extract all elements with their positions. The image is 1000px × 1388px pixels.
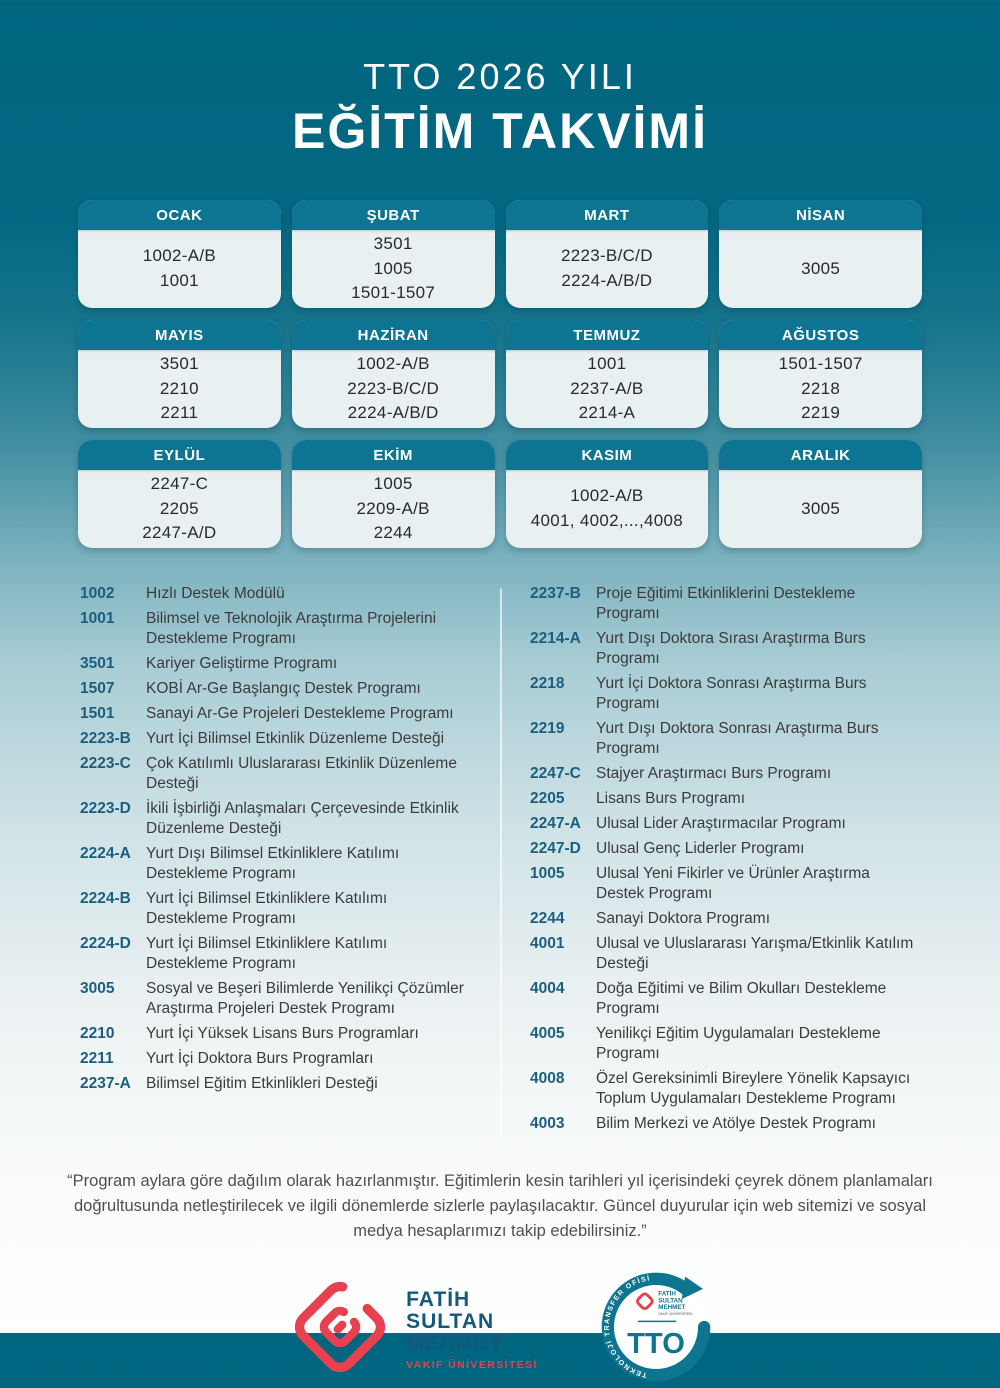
legend-item	[80, 1049, 466, 1069]
program-legend	[80, 584, 920, 1139]
legend-code: 2237-A	[80, 1075, 131, 1092]
legend-code: 2223-D	[80, 800, 131, 817]
program-code: 2219	[801, 403, 841, 423]
legend-label: KOBİ Ar-Ge Başlangıç Destek Programı	[146, 680, 421, 697]
legend-label: Sanayi Ar-Ge Projeleri Destekleme Programı	[146, 705, 454, 722]
tto-mini-university-line: SULTAN	[658, 1297, 683, 1305]
month-header: ARALIK	[719, 440, 922, 470]
legend-code: 1501	[80, 705, 115, 722]
legend-item	[530, 909, 920, 929]
program-code: 1501-1507	[351, 283, 436, 303]
month-header: HAZİRAN	[292, 320, 495, 350]
legend-label: Hızlı Destek Modülü	[146, 585, 285, 602]
legend-code: 2223-B	[80, 730, 131, 747]
month-header: ŞUBAT	[292, 200, 495, 230]
legend-column-right	[500, 584, 920, 1139]
legend-label: Ulusal Yeni Fikirler ve Ürünler Araştırma Destek Programı	[596, 865, 870, 902]
program-code: 2205	[159, 498, 199, 518]
program-code: 1001	[587, 354, 627, 374]
legend-code: 3005	[80, 980, 115, 997]
month-codes	[719, 470, 922, 548]
month-card-ekim	[292, 440, 495, 548]
legend-label: Yurt Dışı Bilimsel Etkinliklere Katılımı Destekleme Programı	[146, 845, 400, 882]
month-codes	[719, 350, 922, 428]
legend-item	[530, 719, 920, 759]
legend-item	[530, 584, 920, 624]
month-header: EKİM	[292, 440, 495, 470]
program-code: 2223-B/C/D	[347, 378, 440, 398]
fsm-logo-text	[406, 1289, 538, 1371]
legend-label: Yurt Dışı Doktora Sırası Araştırma Burs Programı	[596, 630, 866, 667]
tto-label: TTO	[627, 1328, 685, 1361]
legend-code: 2247-A	[530, 815, 581, 832]
legend-item	[80, 584, 466, 604]
month-codes	[506, 470, 709, 548]
legend-label: Ulusal Lider Araştırmacılar Programı	[596, 815, 846, 832]
legend-label: Yurt İçi Bilimsel Etkinliklere Katılımı Destekleme Programı	[146, 935, 388, 972]
program-code: 1002-A/B	[570, 486, 644, 506]
page-title	[0, 0, 1000, 160]
legend-item	[80, 1024, 466, 1044]
program-code: 2223-B/C/D	[560, 246, 653, 266]
month-card-mart	[506, 200, 709, 308]
legend-code: 1005	[530, 865, 565, 882]
legend-item	[530, 1024, 920, 1064]
month-card-nisan	[719, 200, 922, 308]
legend-code: 2224-A	[80, 845, 131, 862]
legend-code: 1002	[80, 585, 115, 602]
legend-label: Bilimsel ve Teknolojik Araştırma Projelerini Destekleme Programı	[146, 610, 437, 647]
legend-label: Sanayi Doktora Programı	[596, 910, 771, 927]
legend-item	[80, 1074, 466, 1094]
legend-label: Doğa Eğitimi ve Bilim Okulları Destekleme Programı	[596, 980, 887, 1017]
program-code: 2214-A	[578, 403, 636, 423]
tto-arc-text: TEKNOLOJİ TRANSFER OFİSİ	[603, 1275, 651, 1379]
month-header: OCAK	[78, 200, 281, 230]
legend-item	[80, 889, 466, 929]
logos-row	[0, 1271, 1000, 1388]
legend-label: Stajyer Araştırmacı Burs Programı	[596, 765, 832, 782]
legend-code: 4001	[530, 935, 565, 952]
legend-label: Sosyal ve Beşeri Bilimlerde Yenilikçi Çözümler Araştırma Projeleri Destek Programı	[146, 980, 464, 1017]
legend-label: Özel Gereksinimli Bireylere Yönelik Kapsayıcı Toplum Uygulamaları Destekleme Programı	[596, 1070, 911, 1107]
legend-code: 1507	[80, 680, 115, 697]
legend-item	[80, 979, 466, 1019]
legend-code: 2205	[530, 790, 565, 807]
program-code: 2224-A/B/D	[347, 403, 439, 423]
month-card-aralik	[719, 440, 922, 548]
month-codes	[78, 230, 281, 308]
legend-item	[530, 789, 920, 809]
fsm-logo-line: MEHMET	[406, 1331, 504, 1355]
legend-code: 2211	[80, 1050, 114, 1067]
program-code: 2211	[160, 403, 199, 423]
fsm-diamond-icon	[288, 1275, 392, 1384]
month-card-agustos	[719, 320, 922, 428]
program-code: 3005	[801, 258, 841, 278]
legend-label: Yenilikçi Eğitim Uygulamaları Destekleme Programı	[596, 1025, 881, 1062]
legend-label: Yurt İçi Doktora Burs Programları	[146, 1050, 374, 1067]
legend-item	[530, 814, 920, 834]
month-card-haziran	[292, 320, 495, 428]
program-code: 2224-A/B/D	[561, 271, 653, 290]
legend-item	[80, 654, 466, 674]
legend-code: 1001	[80, 610, 115, 627]
legend-label: Yurt İçi Bilimsel Etkinlik Düzenleme Desteği	[146, 730, 445, 747]
legend-code: 2218	[530, 675, 565, 692]
program-code: 1002-A/B	[356, 354, 430, 374]
month-codes	[78, 350, 281, 428]
legend-label: Yurt İçi Yüksek Lisans Burs Programları	[146, 1025, 419, 1042]
month-codes	[292, 230, 495, 308]
legend-label: Proje Eğitimi Etkinliklerini Destekleme Programı	[596, 585, 856, 622]
legend-code: 3501	[80, 655, 115, 672]
legend-code: 2210	[80, 1025, 115, 1042]
tto-mini-university-line: FATİH	[658, 1290, 676, 1298]
month-header: MART	[506, 200, 709, 230]
legend-item	[80, 679, 466, 699]
legend-column-divider	[500, 588, 502, 1135]
program-code: 2247-C	[150, 474, 209, 494]
legend-label: Bilimsel Eğitim Etkinlikleri Desteği	[146, 1075, 378, 1092]
legend-item	[530, 629, 920, 669]
legend-item	[80, 704, 466, 724]
month-card-subat	[292, 200, 495, 308]
legend-label: Kariyer Geliştirme Programı	[146, 655, 338, 672]
legend-item	[530, 674, 920, 714]
legend-label: İkili İşbirliği Anlaşmaları Çerçevesinde Etkinlik Düzenleme Desteği	[146, 800, 459, 837]
legend-item	[80, 729, 466, 749]
program-code: 2209-A/B	[356, 498, 430, 518]
legend-item	[530, 979, 920, 1019]
fsm-university-logo	[288, 1275, 538, 1384]
legend-code: 2247-C	[530, 765, 581, 782]
month-codes	[506, 230, 709, 308]
program-code: 3501	[373, 234, 413, 254]
legend-item	[530, 1114, 920, 1134]
legend-code: 2247-D	[530, 840, 581, 857]
legend-code: 2219	[530, 720, 565, 737]
title-main: EĞİTİM TAKVİMİ	[292, 103, 708, 159]
legend-item	[80, 609, 466, 649]
legend-code: 2237-B	[530, 585, 581, 602]
legend-code: 2224-B	[80, 890, 131, 907]
fsm-logo-line: SULTAN	[406, 1309, 495, 1333]
month-card-kasim	[506, 440, 709, 548]
program-code: 1005	[373, 258, 413, 278]
program-code: 2247-A/D	[142, 523, 217, 543]
fsm-logo-subtitle: VAKIF ÜNİVERSİTESİ	[406, 1358, 538, 1371]
fsm-logo-line: FATİH	[406, 1287, 471, 1311]
program-code: 2244	[373, 523, 413, 543]
legend-label: Ulusal Genç Liderler Programı	[596, 840, 805, 857]
month-card-eylul	[78, 440, 281, 548]
legend-label: Lisans Burs Programı	[596, 790, 746, 807]
tto-badge-logo	[600, 1271, 712, 1388]
program-code: 2237-A/B	[570, 378, 644, 398]
month-card-temmuz	[506, 320, 709, 428]
month-header: MAYIS	[78, 320, 281, 350]
legend-code: 4005	[530, 1025, 565, 1042]
legend-code: 2223-C	[80, 755, 131, 772]
legend-label: Bilim Merkezi ve Atölye Destek Programı	[596, 1115, 876, 1132]
legend-code: 4008	[530, 1070, 565, 1087]
legend-item	[530, 764, 920, 784]
legend-column-left	[80, 584, 500, 1139]
legend-code: 2224-D	[80, 935, 131, 952]
program-code: 3005	[801, 498, 841, 518]
legend-label: Yurt Dışı Doktora Sonrası Araştırma Burs Programı	[596, 720, 879, 757]
legend-label: Yurt İçi Doktora Sonrası Araştırma Burs Programı	[596, 675, 867, 712]
month-header: NİSAN	[719, 200, 922, 230]
legend-item	[80, 934, 466, 974]
month-card-mayis	[78, 320, 281, 428]
month-codes	[719, 230, 922, 308]
legend-label: Çok Katılımlı Uluslararası Etkinlik Düzenleme Desteği	[146, 755, 457, 792]
legend-item	[530, 1069, 920, 1109]
month-codes	[506, 350, 709, 428]
month-codes	[292, 470, 495, 548]
month-card-ocak	[78, 200, 281, 308]
legend-item	[80, 844, 466, 884]
legend-item	[80, 754, 466, 794]
legend-code: 2214-A	[530, 630, 581, 647]
month-codes	[78, 470, 281, 548]
program-code: 1501-1507	[778, 354, 863, 374]
legend-label: Yurt İçi Bilimsel Etkinliklere Katılımı Destekleme Programı	[146, 890, 388, 927]
legend-item	[530, 839, 920, 859]
month-header: EYLÜL	[78, 440, 281, 470]
program-code: 2218	[801, 378, 841, 398]
legend-item	[80, 799, 466, 839]
program-code: 1005	[373, 474, 413, 494]
month-codes	[292, 350, 495, 428]
months-grid	[78, 200, 922, 548]
legend-code: 4004	[530, 980, 565, 997]
legend-item	[530, 934, 920, 974]
legend-item	[530, 864, 920, 904]
title-year: TTO 2026 YILI	[363, 56, 637, 97]
legend-code: 4003	[530, 1115, 565, 1132]
program-code: 1001	[159, 271, 199, 290]
tto-mini-university-line: MEHMET	[658, 1304, 686, 1312]
program-code: 3501	[159, 354, 199, 374]
footer-note: “Program aylara göre dağılım olarak hazırlanmıştır. Eğitimlerin kesin tarihleri yıl içerisindeki çeyrek dönem planlamaları doğrultusunda netleştirilecek ve ilgili dönemlerde sizlerle paylaşılacaktır. Güncel duyurular için web sitemizi ve sosyal medya hesaplarımızı takip edebilirsiniz.”	[67, 1172, 933, 1240]
month-header: KASIM	[506, 440, 709, 470]
program-code: 4001, 4002,...,4008	[530, 511, 683, 530]
program-code: 2210	[159, 378, 199, 398]
program-code: 1002-A/B	[142, 246, 217, 266]
legend-code: 2244	[530, 910, 565, 927]
month-header: AĞUSTOS	[719, 320, 922, 350]
legend-label: Ulusal ve Uluslararası Yarışma/Etkinlik Katılım Desteği	[596, 935, 914, 972]
month-header: TEMMUZ	[506, 320, 709, 350]
tto-mini-university-subtitle: VAKIF ÜNİVERSİTESİ	[658, 1312, 693, 1317]
